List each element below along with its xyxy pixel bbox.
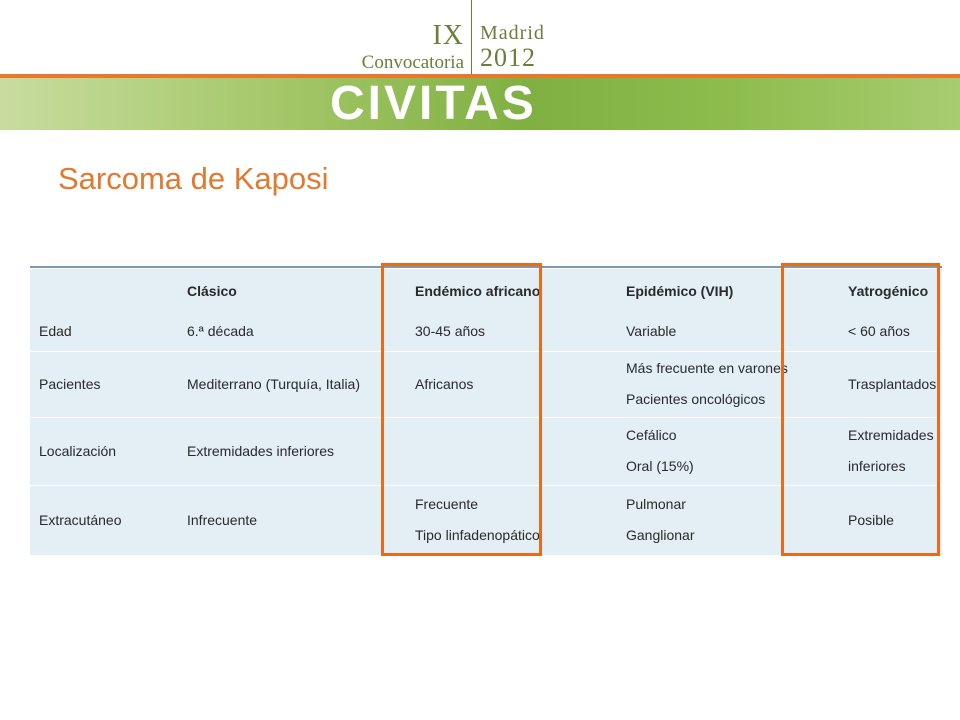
column-header-yatrogenico: Yatrogénico bbox=[848, 283, 929, 299]
highlight-box-endemico bbox=[381, 263, 542, 556]
cell-line: Extremidades inferiores bbox=[848, 427, 934, 474]
logo-city: Madrid bbox=[480, 22, 545, 44]
cell-line: 6.ª década bbox=[187, 323, 254, 340]
cell-line: Africanos bbox=[415, 375, 474, 392]
cell-line: < 60 años bbox=[848, 323, 910, 340]
highlight-box-yatrogenico bbox=[781, 263, 940, 556]
cell-line: Variable bbox=[626, 323, 677, 340]
column-header-epidemico: Epidémico (VIH) bbox=[626, 283, 734, 299]
row-label: Pacientes bbox=[30, 351, 182, 417]
cell-line: Pacientes oncológicos bbox=[626, 391, 766, 407]
cell-line: Infrecuente bbox=[187, 511, 258, 528]
band-title: CIVITAS bbox=[330, 77, 537, 130]
cell-line: Ganglionar bbox=[626, 527, 695, 544]
logo-year: 2012 bbox=[480, 43, 536, 72]
table-cell-clasico bbox=[182, 417, 402, 485]
cell-line: Posible bbox=[848, 511, 894, 528]
table-cell-clasico bbox=[182, 313, 402, 351]
green-band bbox=[0, 78, 960, 130]
slide-title: Sarcoma de Kaposi bbox=[58, 161, 329, 196]
cell-line: 30-45 años bbox=[415, 323, 486, 340]
cell-line: Tipo linfadenopático bbox=[415, 527, 540, 544]
logo-convocatoria: Convocatoria bbox=[361, 52, 464, 73]
cell-line: Mediterrano (Turquía, Italia) bbox=[187, 375, 360, 392]
cell-line: Trasplantados bbox=[848, 375, 937, 392]
cell-line: Cefálico bbox=[626, 427, 677, 443]
cell-line: Extremidades inferiores bbox=[187, 442, 335, 459]
logo-left bbox=[340, 22, 464, 74]
cell-line: Pulmonar bbox=[626, 496, 686, 513]
cell-line: Más frecuente en varones bbox=[626, 360, 788, 376]
row-label: Edad bbox=[30, 313, 182, 351]
cell-line: Oral (15%) bbox=[626, 458, 694, 474]
row-label: Localización bbox=[30, 417, 182, 485]
cell-line: Frecuente bbox=[415, 496, 479, 513]
table-cell-clasico bbox=[182, 485, 402, 555]
logo-roman-numeral: IX bbox=[432, 20, 464, 51]
logo-divider bbox=[471, 0, 472, 76]
header-banner bbox=[0, 0, 960, 132]
column-header-empty bbox=[30, 269, 182, 313]
column-header-clasico: Clásico bbox=[187, 283, 237, 299]
column-header-endemico: Endémico africano bbox=[415, 283, 541, 299]
row-label: Extracutáneo bbox=[39, 511, 122, 528]
logo-right bbox=[480, 22, 545, 72]
table-cell-clasico bbox=[182, 351, 402, 417]
